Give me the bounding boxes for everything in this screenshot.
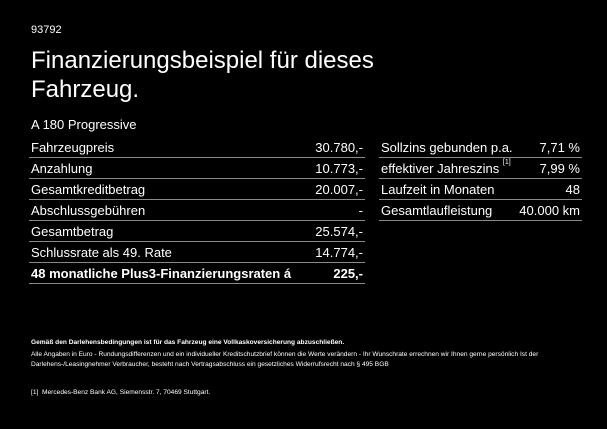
row-label: Gesamtlaufleistung	[379, 200, 516, 221]
row-label: 48 monatliche Plus3-Finanzierungsraten á	[29, 263, 310, 284]
row-label: Laufzeit in Monaten	[379, 179, 516, 200]
row-label: Abschlussgebühren	[29, 200, 310, 221]
rate-table	[379, 137, 582, 221]
disclaimer-text: Alle Angaben in Euro - Rundungsdifferenzen und ein individueller Kreditschutzbrief können die Werte verändern - Ihr Wunschrate errechnen wir Ihnen gerne persönlich Ist der Darlehens-/Leasingnehmer Verbraucher, besteht nach Vertragsabschluss ein gesetzliches Widerrufsrecht nach § 495 BGB	[31, 351, 539, 368]
price-table	[29, 137, 365, 284]
table-row	[379, 179, 582, 200]
row-value: 7,71 %	[516, 137, 582, 158]
table-row	[379, 158, 582, 179]
table-row	[29, 179, 365, 200]
row-label: Sollzins gebunden p.a.	[379, 137, 516, 158]
row-value: 7,99 %	[516, 158, 582, 179]
row-value: 20.007,-	[310, 179, 365, 200]
footnote-1	[31, 388, 210, 398]
table-row	[29, 137, 365, 158]
row-value: 14.774,-	[310, 242, 365, 263]
row-value: 25.574,-	[310, 221, 365, 242]
footnote-marker: [1]	[31, 389, 39, 396]
row-label: effektiver Jahreszins [1]	[379, 158, 516, 179]
footnote-text: Mercedes-Benz Bank AG, Siemensstr. 7, 70469 Stuttgart.	[42, 389, 211, 396]
row-label: Fahrzeugpreis	[29, 137, 310, 158]
table-row	[29, 158, 365, 179]
table-row	[29, 200, 365, 221]
row-value: 30.780,-	[310, 137, 365, 158]
row-label: Gesamtkreditbetrag	[29, 179, 310, 200]
table-row	[29, 221, 365, 242]
row-value: 10.773,-	[310, 158, 365, 179]
row-value: 40.000 km	[516, 200, 582, 221]
model-name: A 180 Progressive	[31, 117, 137, 132]
row-label: Anzahlung	[29, 158, 310, 179]
page-title: Finanzierungsbeispiel für dieses Fahrzeug.	[31, 47, 374, 103]
table-row	[379, 200, 582, 221]
vehicle-code: 93792	[31, 24, 62, 36]
row-value: -	[310, 200, 365, 221]
footnote-ref: [1]	[502, 158, 511, 166]
insurance-note: Gemäß den Darlehensbedingungen ist für das Fahrzeug eine Vollkaskoversicherung abzuschließen.	[31, 339, 345, 346]
row-value: 48	[516, 179, 582, 200]
monthly-rate-row	[29, 263, 365, 284]
row-label: Gesamtbetrag	[29, 221, 310, 242]
row-value: 225,-	[310, 263, 365, 284]
table-row	[29, 242, 365, 263]
table-row	[379, 137, 582, 158]
row-label: Schlussrate als 49. Rate	[29, 242, 310, 263]
